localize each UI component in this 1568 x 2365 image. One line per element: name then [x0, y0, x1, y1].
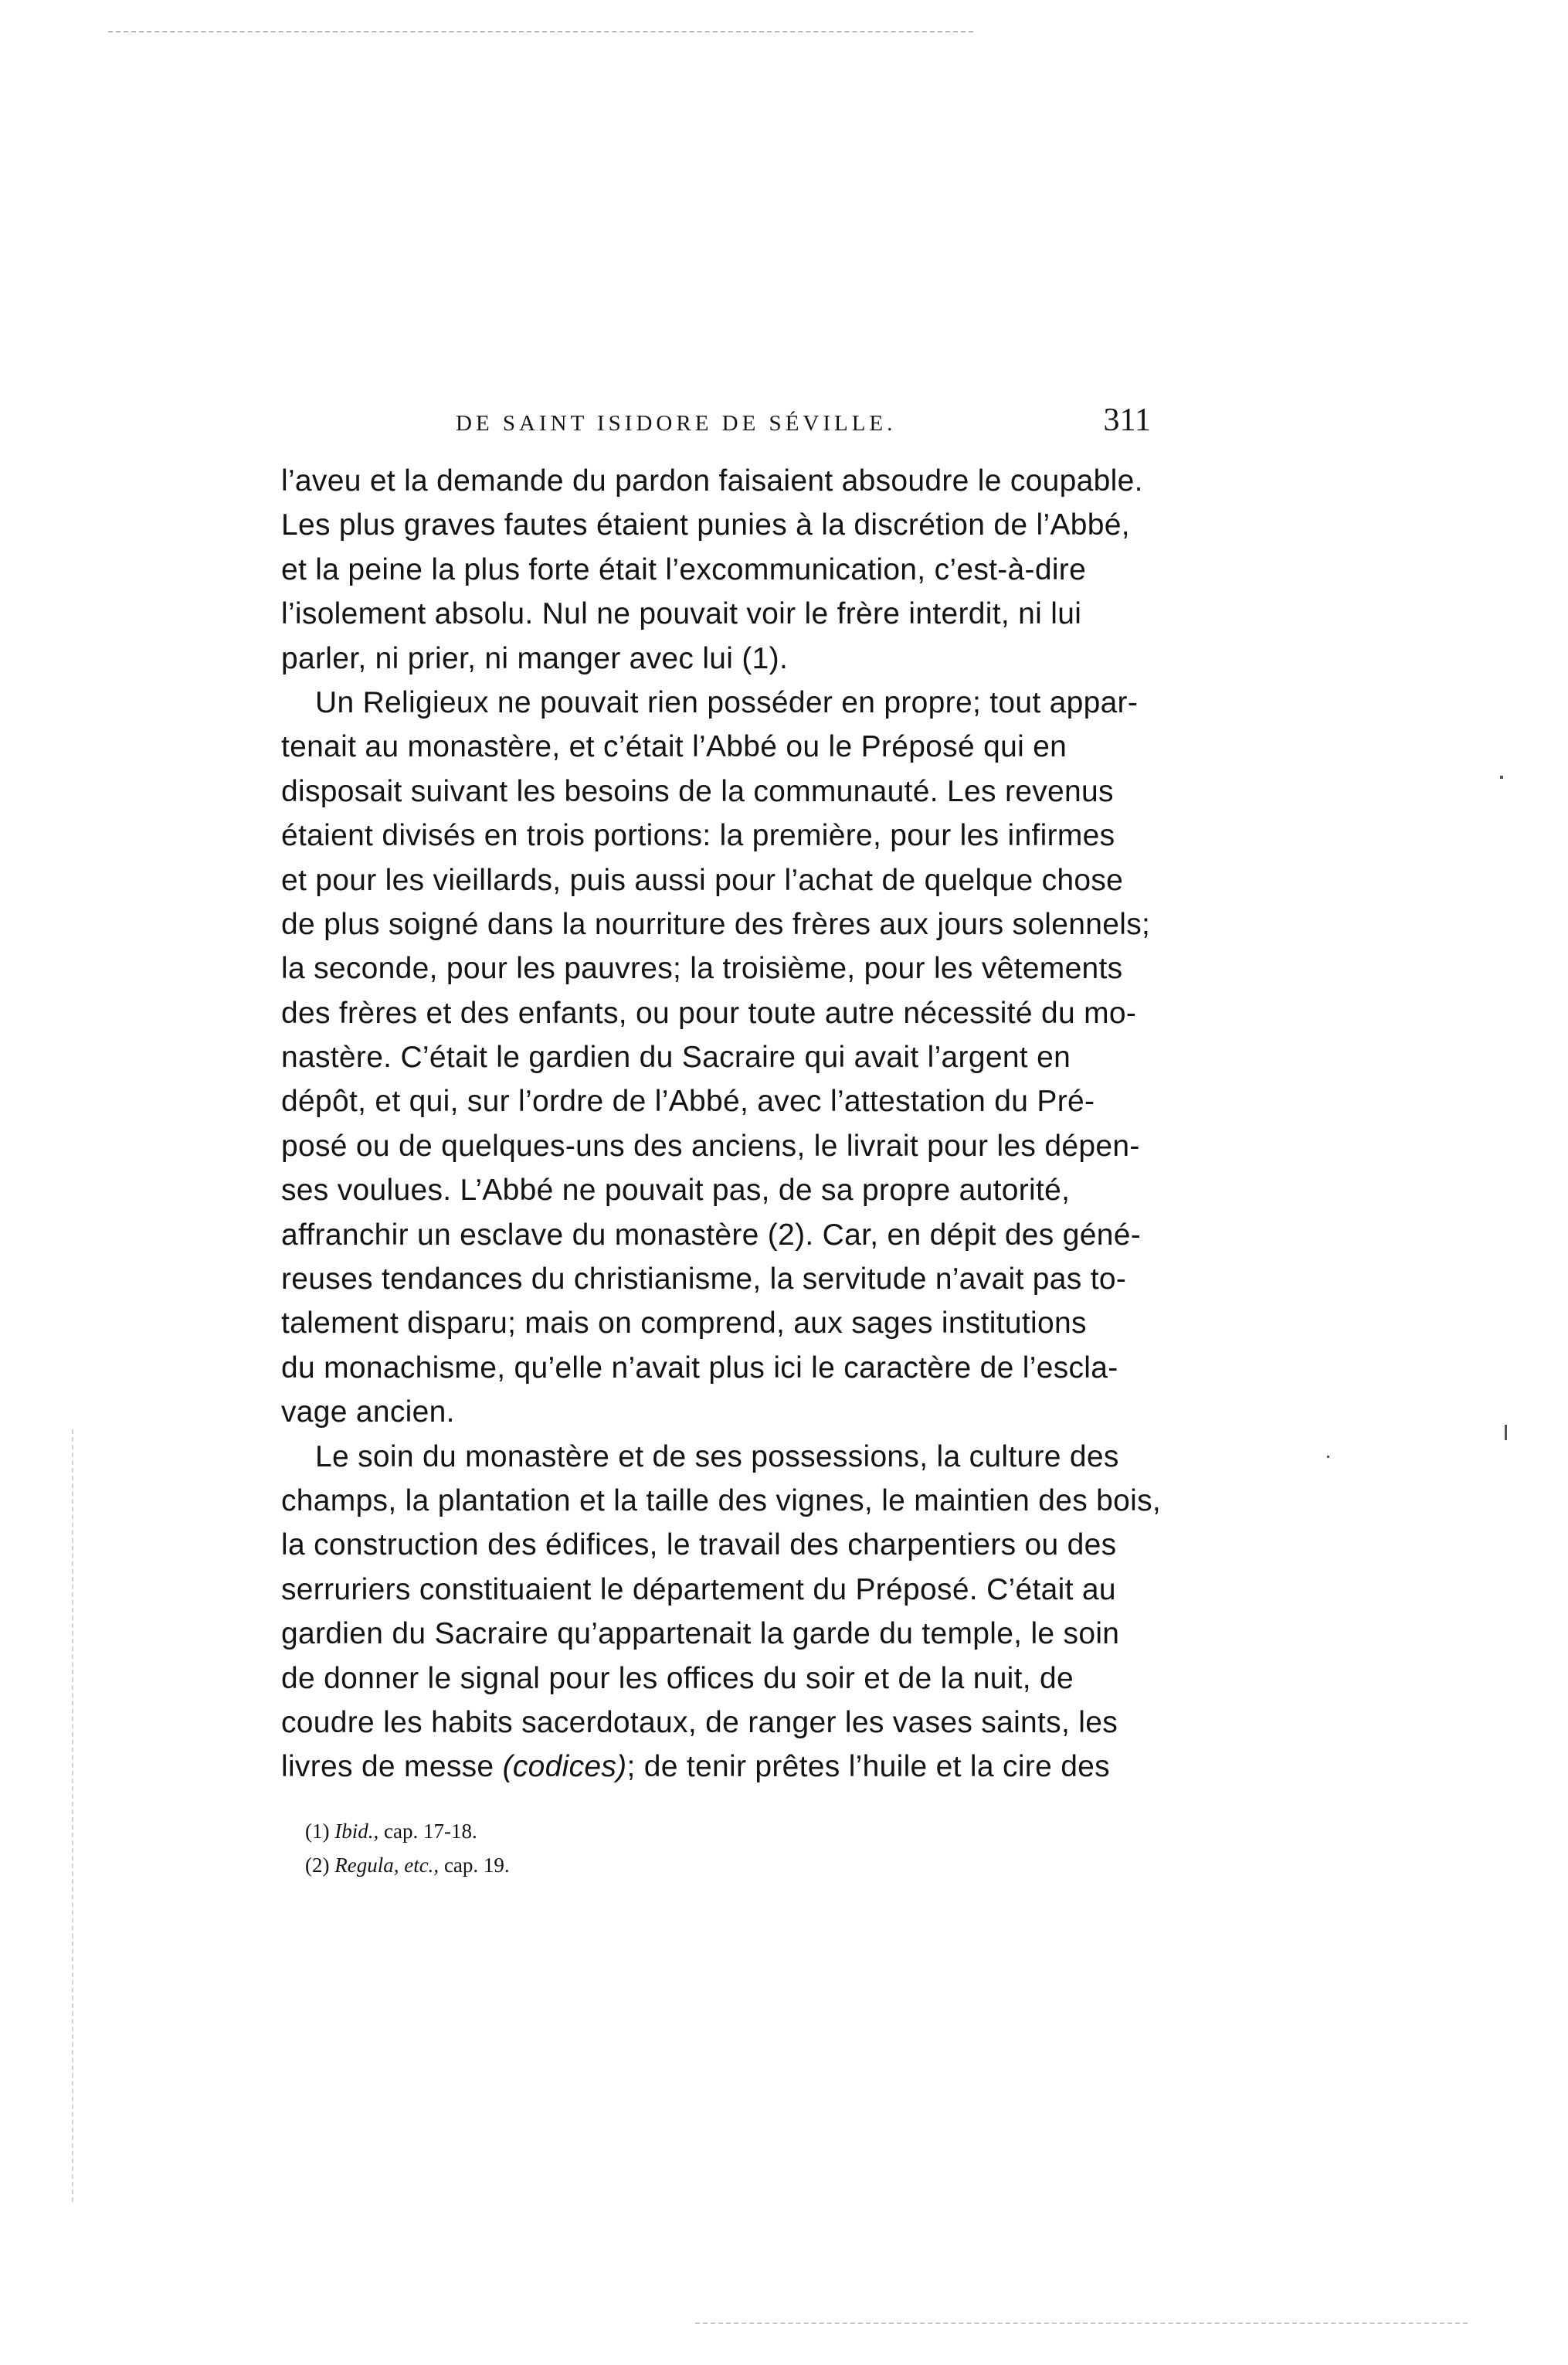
page-number: 311	[1103, 403, 1151, 438]
text-line: posé ou de quelques-uns des anciens, le livrait pour les dépen-	[281, 1129, 1140, 1163]
body-text	[281, 459, 1162, 1789]
gutter-marks	[72, 1429, 73, 2202]
text-line: des frères et des enfants, ou pour toute autre nécessité du mo-	[281, 996, 1137, 1030]
footnote-source: Ibid.,	[334, 1820, 379, 1843]
footnote-marker: (1)	[305, 1820, 330, 1843]
text-line: Les plus graves fautes étaient punies à la discrétion de l’Abbé,	[281, 508, 1130, 542]
text-line: champs, la plantation et la taille des vignes, le maintien des bois,	[281, 1483, 1162, 1517]
footnote-source: Regula, etc.,	[334, 1854, 440, 1877]
scan-speck	[1500, 776, 1503, 779]
text-line: dépôt, et qui, sur l’ordre de l’Abbé, avec l’attestation du Pré-	[281, 1085, 1095, 1119]
text-line: la construction des édifices, le travail des charpentiers ou des	[281, 1528, 1117, 1562]
text-line: de plus soigné dans la nourriture des frères aux jours solennels;	[281, 907, 1151, 941]
text-segment: ; de tenir prêtes l’huile et la cire des	[626, 1750, 1110, 1784]
text-line-paragraph-start: Un Religieux ne pouvait rien posséder en propre; tout appar-	[315, 685, 1139, 719]
footnote-2	[305, 1848, 846, 1882]
running-head	[278, 402, 1151, 448]
text-segment: livres de messe	[281, 1750, 503, 1784]
text-line: gardien du Sacraire qu’appartenait la garde du temple, le soin	[281, 1617, 1120, 1651]
text-line: étaient divisés en trois portions: la première, pour les infirmes	[281, 819, 1115, 853]
text-line-paragraph-start: Le soin du monastère et de ses possessions, la culture des	[315, 1439, 1119, 1473]
text-line: parler, ni prier, ni manger avec lui (1).	[281, 641, 789, 675]
text-line: vage ancien.	[281, 1395, 455, 1429]
text-line: l’aveu et la demande du pardon faisaient absoudre le coupable.	[281, 464, 1143, 498]
text-line: talement disparu; mais on comprend, aux sages institutions	[281, 1307, 1087, 1341]
text-line: nastère. C’était le gardien du Sacraire qui avait l’argent en	[281, 1041, 1071, 1075]
text-line: de donner le signal pour les offices du soir et de la nuit, de	[281, 1661, 1074, 1695]
text-line: disposait suivant les besoins de la communauté. Les revenus	[281, 774, 1114, 808]
scan-speck	[1327, 1456, 1329, 1458]
text-line: ses voulues. L’Abbé ne pouvait pas, de sa propre autorité,	[281, 1174, 1071, 1208]
text-line: serruriers constituaient le département du Préposé. C’était au	[281, 1572, 1116, 1606]
text-line: coudre les habits sacerdotaux, de ranger les vases saints, les	[281, 1705, 1118, 1739]
text-line: et pour les vieillards, puis aussi pour l’achat de quelque chose	[281, 863, 1124, 897]
text-line-last	[281, 1745, 1146, 1789]
footnote-reference: cap. 17-18.	[383, 1820, 477, 1843]
text-line: reuses tendances du christianisme, la servitude n’avait pas to-	[281, 1262, 1127, 1296]
scan-edge-top	[108, 31, 973, 32]
text-line: la seconde, pour les pauvres; la troisième, pour les vêtements	[281, 952, 1123, 986]
footnotes	[305, 1814, 846, 1882]
text-line: et la peine la plus forte était l’excommunication, c’est-à-dire	[281, 552, 1087, 586]
text-line: affranchir un esclave du monastère (2). Car, en dépit des géné-	[281, 1218, 1141, 1252]
running-title: DE SAINT ISIDORE DE SÉVILLE.	[456, 411, 897, 436]
text-line: du monachisme, qu’elle n’avait plus ici le caractère de l’escla-	[281, 1351, 1118, 1385]
footnote-1	[305, 1814, 846, 1848]
text-line: tenait au monastère, et c’était l’Abbé ou le Préposé qui en	[281, 730, 1067, 764]
footnote-marker: (2)	[305, 1854, 330, 1877]
italic-term: (codices)	[502, 1750, 627, 1784]
scan-edge-bottom	[695, 2323, 1468, 2324]
footnote-reference: cap. 19.	[443, 1854, 510, 1877]
scan-speck	[1505, 1425, 1507, 1440]
text-line: l’isolement absolu. Nul ne pouvait voir le frère interdit, ni lui	[281, 597, 1082, 631]
